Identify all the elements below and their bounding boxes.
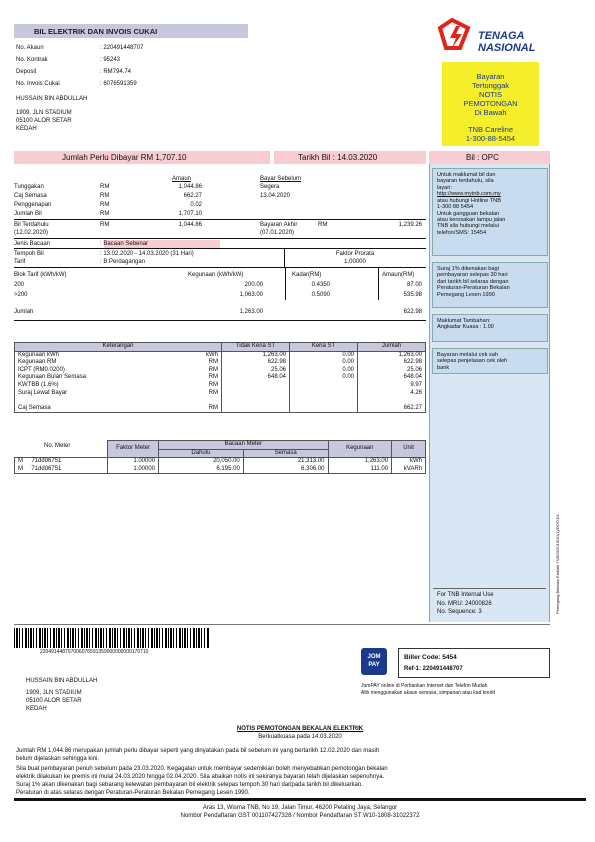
value-deposit: : RM794.74: [100, 69, 132, 75]
blok-row2-tarif: >200: [14, 292, 28, 298]
slip-name: HUSSAIN BIN ABDULLAH: [26, 678, 98, 684]
bacaan-mid: [14, 248, 426, 249]
keterangan-h-desc: Keterangan: [15, 343, 222, 352]
penggenapan-label: Penggenapan: [14, 202, 52, 208]
side-box-tambahan: Maklumat Tambahan: Angkadar Kuasa : 1.00: [432, 314, 548, 342]
bayar-sebelum-header: Bayar Sebelum: [260, 176, 302, 182]
amaun-header: Amaun: [172, 176, 192, 182]
bacaan-top: [14, 238, 426, 239]
biller-ref: Ref-1: 220491448707: [404, 666, 463, 672]
notice-l2: Tertunggak: [471, 81, 510, 90]
meter-table: [14, 440, 426, 474]
label-deposit: Deposit: [16, 69, 37, 75]
keterangan-h-tidak-st: Tidak Kena ST: [222, 343, 290, 352]
tempoh-bil-value: : 13.02.2020 - 14.03.2020 (31 Hari): [100, 251, 194, 257]
bayaran-akhir-amt: 1,239.26: [398, 222, 422, 228]
bayaran-akhir-date: (07.01.2020): [260, 230, 295, 236]
amount-due: Jumlah Perlu Dibayar RM 1,707.10: [62, 153, 187, 162]
blok-row2-use: 1,063.00: [239, 292, 263, 298]
bill-date: Tarikh Bil : 14.03.2020: [298, 153, 378, 162]
value-invois: : 6076591359: [100, 81, 137, 87]
internal-seq: No. Sequence: 3: [437, 609, 482, 615]
jumlah-bil-amt: 1,707.10: [178, 211, 202, 217]
address-line2: 05100 ALOR SETAR: [16, 118, 72, 124]
value-akaun: : 220491448707: [100, 45, 144, 51]
caj-semasa-due: 13.04.2020: [260, 193, 291, 199]
caj-semasa-amt: 662.27: [183, 193, 202, 199]
meter-h-bacaan: Bacaan Meter: [159, 441, 328, 450]
summary-divider: [14, 219, 426, 220]
keterangan-header: [15, 343, 426, 352]
notis-p2: belum dijelaskan sehingga kini.: [16, 756, 100, 762]
notice-l3: NOTIS: [479, 90, 502, 99]
notice-l4: PEMOTONGAN: [463, 99, 518, 108]
barcode-text: 220491448707006076591359000000000170710: [40, 649, 149, 655]
blok-header-tarif: Blok Tarif (kWh/kW): [14, 272, 67, 278]
bil-terdahulu-date: (12.02.2020): [14, 230, 49, 236]
table-row: ICPT (RM0.0200) RM 25.06 0.00 25.06: [15, 367, 426, 375]
internal-divider: [433, 588, 546, 589]
label-akaun: No. Akaun: [16, 45, 44, 51]
table-row: [15, 397, 426, 405]
jompay-note2: Alih menggunakan akaun semasa, simpanan atau kad kredit: [361, 690, 495, 696]
careline-number: 1-300-88-5454: [465, 134, 516, 143]
bayaran-akhir-rm: RM: [318, 222, 328, 228]
meter-h-semasa: Semasa: [243, 449, 328, 458]
meter-h-faktor: Faktor Meter: [108, 441, 159, 458]
label-kontrak: No. Kontrak: [16, 57, 48, 63]
blok-row2-amt: 535.98: [403, 292, 422, 298]
doc-title: BIL ELEKTRIK DAN INVOIS CUKAI: [34, 27, 158, 36]
bil-terdahulu-label: Bil Terdahulu: [14, 222, 49, 228]
notis-p4: elektrik dilakukan ke premis ini mulai 24.03.2020 hingga 02.04.2020. Sila abaikan notis ini sekiranya bayaran telah dijelaskan sepenuhnya.: [16, 774, 385, 780]
brand-line2: NASIONAL: [478, 42, 536, 54]
address-line1: 1909, JLN STADIUM: [16, 110, 72, 116]
jumlah-bil-label: Jumlah Bil: [14, 211, 42, 217]
bil-terdahulu-amt: 1,044.86: [178, 222, 202, 228]
biller-code: Biller Code: 5454: [404, 654, 457, 661]
notis-sub: Berkuatkuasa pada 14.03.2020: [258, 734, 342, 740]
blok-header-kegunaan: Kegunaan (kWh/kW): [188, 272, 244, 278]
meter-h-dahulu: Dahulu: [159, 449, 244, 458]
side-box-info: Untuk maklumat bil dan bayaran terdahulu, sila layari: http://www.mytnb.com.my atau hubungi Hotline TNB 1-300 88 5454 Untuk gangguan bekalan atau kerosakan lampu jalan TNB sila hubungi melalui telefon/SMS: 15454: [432, 168, 548, 256]
tunggakan-label: Tunggakan: [14, 184, 44, 190]
blok-row1-amt: 87.00: [406, 282, 422, 288]
penggenapan-rm: RM: [100, 202, 110, 208]
side-box-cheque: Bayaran melalui cek sah selepas penjelasan cek oleh bank: [432, 348, 548, 374]
jumlah-bil-rm: RM: [100, 211, 110, 217]
penggenapan-amt: 0.02: [190, 202, 202, 208]
meter-h-no: No. Meter: [44, 443, 71, 449]
slip-addr3: KEDAH: [26, 706, 47, 712]
footer-address: Aras 13, Wisma TNB, No 19, Jalan Timur, 46200 Petaling Jaya, Selangor: [202, 805, 398, 811]
footer-registration: Nombor Pendaftaran GST 001107427328 / Nombor Pendaftaran ST W10-1808-31022372: [180, 813, 420, 819]
tarif-label: Tarif: [14, 259, 26, 265]
notis-p5: Suraj 1% akan dikenakan bagi sebarang kelewatan pembayaran bil elektrik selepas tempoh 30 hari daripada tarikh bil dikeluarkan.: [16, 782, 363, 788]
caj-semasa-rm: RM: [100, 193, 110, 199]
blok-row1-tarif: 200: [14, 282, 25, 288]
keterangan-table: [14, 342, 426, 413]
table-row: Suraj Lewat Bayar RM 4.26: [15, 390, 426, 398]
mytnb-link[interactable]: http://www.mytnb.com.my: [437, 191, 501, 198]
table-row: Kegunaan RM RM 622.98 0.00 622.98: [15, 359, 426, 367]
table-row: KWTBB (1.6%) RM 9.97: [15, 382, 426, 390]
table-row: Caj Semasa RM 662.27: [15, 405, 426, 413]
tnb-logo-icon: [434, 18, 478, 58]
meter-h-unit: Unit: [392, 441, 426, 458]
blok-header-kadar: Kadar(RM): [292, 272, 322, 278]
keterangan-h-jumlah: Jumlah: [358, 343, 426, 352]
slip-addr2: 05100 ALOR SETAR: [26, 698, 82, 704]
blok-row2-kadar: 0.5090: [311, 292, 330, 298]
careline-label: TNB Careline: [467, 125, 513, 134]
faktor-value: 1.00000: [344, 259, 366, 265]
notis-p3: Sila buat pembayaran penuh sebelum pada 23.03.2020. Kegagalan untuk membayar sedemikian boleh menyebabkan pemotongan bekalan: [16, 766, 388, 772]
blok-bottom: [14, 320, 426, 321]
blok-row1-kadar: 0.4350: [311, 282, 330, 288]
tempoh-bil-label: Tempoh Bil: [14, 251, 44, 257]
notice-l1: Bayaran: [476, 72, 505, 81]
tarif-value: : B:Perdagangan: [100, 259, 146, 265]
jompay-note1: JomPAY online di Perbankan Internet dan Telefon Mudah: [361, 683, 488, 689]
tunggakan-due: Segera: [260, 184, 280, 190]
slip-divider: [14, 624, 550, 625]
barcode: [14, 628, 210, 648]
bacaan-bottom: [14, 267, 426, 268]
notis-p1: Jumlah RM 1,044.86 merupakan jumlah perlu dibayar seperti yang dinyatakan pada bil sebelum ini yang bertarikh 12.02.2020 dan masih: [16, 748, 380, 754]
table-row: M 71dd06751 1.00000 20,050.00 21,313.00 1,263.00 kWh: [15, 458, 426, 466]
table-row: Kegunaan kWh kWh 1,263.00 0.00 1,263.00: [15, 351, 426, 359]
bil-terdahulu-rm: RM: [100, 222, 110, 228]
label-invois: No. Invois Cukai: [16, 81, 60, 87]
internal-mru: No. MRU: 24000826: [437, 601, 492, 607]
meter-h-kegunaan: Kegunaan: [328, 441, 392, 458]
blok-header-amaun: Amaun(RM): [382, 272, 415, 278]
jompay-logo-top: JOM: [367, 654, 381, 660]
meter-header: [15, 441, 426, 450]
tunggakan-amt: 1,044.86: [178, 184, 202, 190]
footer-rule: [14, 798, 586, 801]
vertical-note: Pemegang Bekalan Elektrik TNB/SI/2019/10(1)/DOT/J/1: [555, 514, 560, 614]
address-line3: KEDAH: [16, 126, 37, 132]
jenis-bacaan-value: : Bacaan Sebenar: [100, 241, 149, 247]
notice-l5: Di Bawah: [474, 108, 507, 117]
blok-vline-1: [285, 268, 286, 300]
internal-title: For TNB Internal Use: [437, 592, 494, 598]
customer-name: HUSSAIN BIN ABDULLAH: [16, 96, 88, 102]
slip-addr1: 1909, JLN STADIUM: [26, 690, 82, 696]
jompay-logo-bottom: PAY: [368, 662, 380, 668]
blok-total-use: 1,263.00: [239, 309, 263, 315]
notis-title: NOTIS PEMOTONGAN BEKALAN ELEKTRIK: [236, 726, 364, 732]
value-kontrak: : 95243: [100, 57, 121, 63]
blok-row1-use: 200.00: [244, 282, 263, 288]
biller-box: [398, 648, 550, 678]
bayaran-akhir-label: Bayaran Akhir: [260, 222, 298, 228]
table-row: M 71dd06751 1.00000 6,195.00 6,306.00 111.00 kVARh: [15, 466, 426, 474]
brand-line1: TENAGA: [478, 30, 525, 42]
tunggakan-rm: RM: [100, 184, 110, 190]
notis-p6: Peraturan di atas selaras dengan Peraturan-Peraturan Bekalan Pemegang Lesen 1990.: [16, 790, 250, 796]
table-row: Kegunaan Bulan Semasa RM 648.04 0.00 648.04: [15, 374, 426, 382]
caj-semasa-label: Caj Semasa: [14, 193, 47, 199]
faktor-label: Faktor Prorata: [335, 251, 375, 257]
bil-type: Bil : OPC: [466, 153, 499, 162]
blok-total-amt: 622.98: [403, 309, 422, 315]
side-box-surcharge: Suraj 1% dikenakan bagi pembayaran selepas 30 hari dari tarikh bil selaras dengan Peraturan-Peraturan Bekalan Pemegang Lesen 1990: [432, 262, 548, 308]
jenis-bacaan-label: Jenis Bacaan: [14, 241, 51, 247]
blok-total-label: Jumlah: [14, 309, 34, 315]
keterangan-h-kena-st: Kena ST: [290, 343, 358, 352]
